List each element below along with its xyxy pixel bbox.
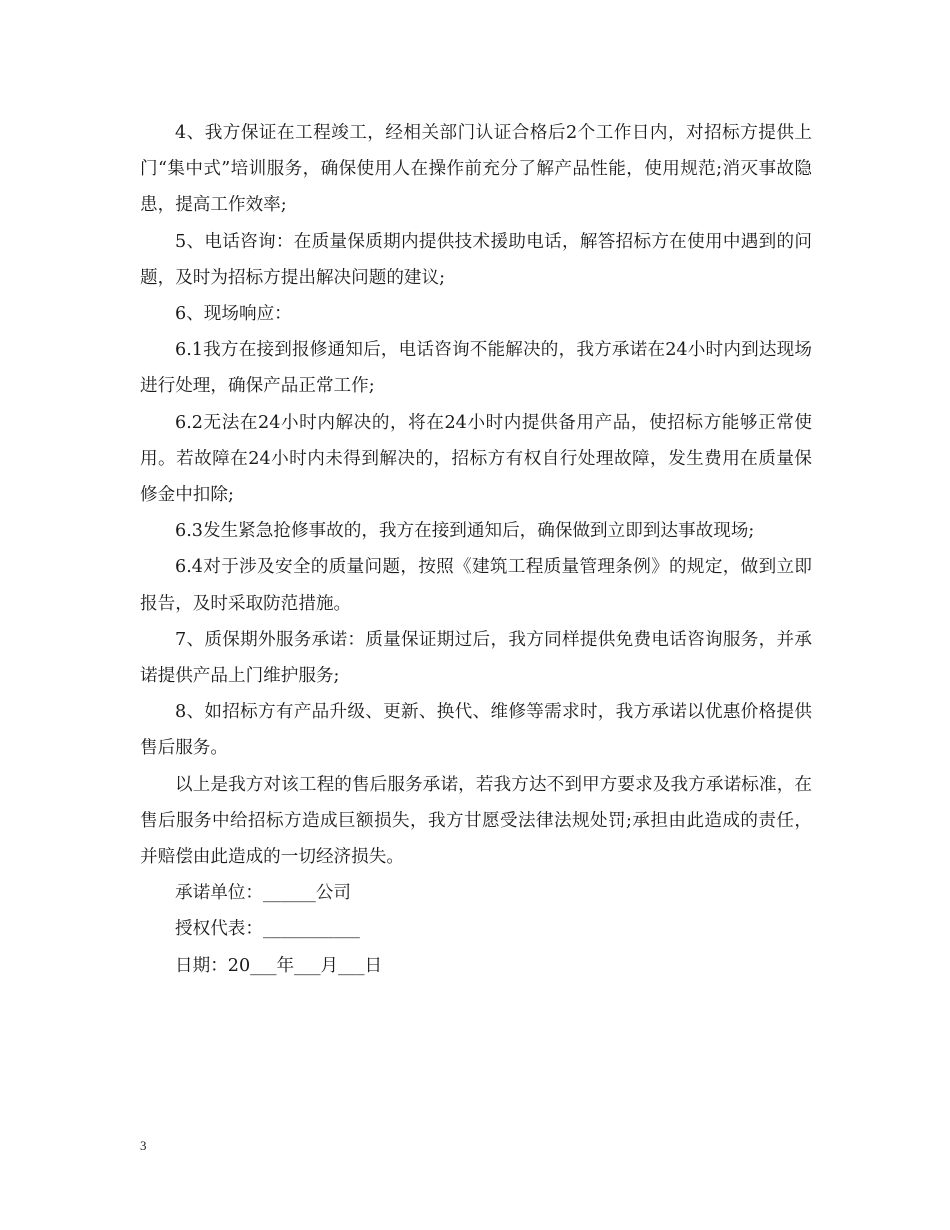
paragraph-training-service: 4、我方保证在工程竣工，经相关部门认证合格后2个工作日内，对招标方提供上门“集中式”培训服务，确保使用人在操作前充分了解产品性能，使用规范;消灭事故隐患，提高工作效率; <box>140 123 812 216</box>
paragraph-warranty-external: 7、质保期外服务承诺：质量保证期过后，我方同样提供免费电话咨询服务，并承诺提供产品上门维护服务; <box>140 629 812 687</box>
signature-representative: 授权代表：___________ <box>175 919 360 940</box>
paragraph-phone-consulting: 5、电话咨询：在质量保质期内提供技术援助电话，解答招标方在使用中遇到的问题，及时为招标方提出解决问题的建议; <box>140 231 812 288</box>
paragraph-upgrade-service: 8、如招标方有产品升级、更新、换代、维修等需求时，我方承诺以优惠价格提供售后服务。 <box>140 702 812 759</box>
paragraph-6-4: 6.4对于涉及安全的质量问题，按照《建筑工程质量管理条例》的规定，做到立即报告，及时采取防范措施。 <box>140 557 812 614</box>
signature-date: 日期：20___年___月___日 <box>175 955 383 976</box>
paragraph-6-1: 6.1我方在接到报修通知后，电话咨询不能解决的，我方承诺在24小时内到达现场进行处理，确保产品正常工作; <box>140 340 812 397</box>
document-body <box>140 115 812 984</box>
signature-unit: 承诺单位：______公司 <box>175 883 351 904</box>
paragraph-6-3: 6.3发生紧急抢修事故的，我方在接到通知后，确保做到立即到达事故现场; <box>175 521 755 542</box>
paragraph-6-2: 6.2无法在24小时内解决的，将在24小时内提供备用产品，使招标方能够正常使用。若故障在24小时内未得到解决的，招标方有权自行处理故障，发生费用在质量保修金中扣除; <box>140 412 812 506</box>
paragraph-onsite-response: 6、现场响应： <box>175 304 292 325</box>
page-number: 3 <box>140 1138 147 1153</box>
paragraph-commitment-summary: 以上是我方对该工程的售后服务承诺，若我方达不到甲方要求及我方承诺标准，在售后服务中给招标方造成巨额损失，我方甘愿受法律法规处罚;承担由此造成的责任，并赔偿由此造成的一切经济损失。 <box>140 774 812 868</box>
